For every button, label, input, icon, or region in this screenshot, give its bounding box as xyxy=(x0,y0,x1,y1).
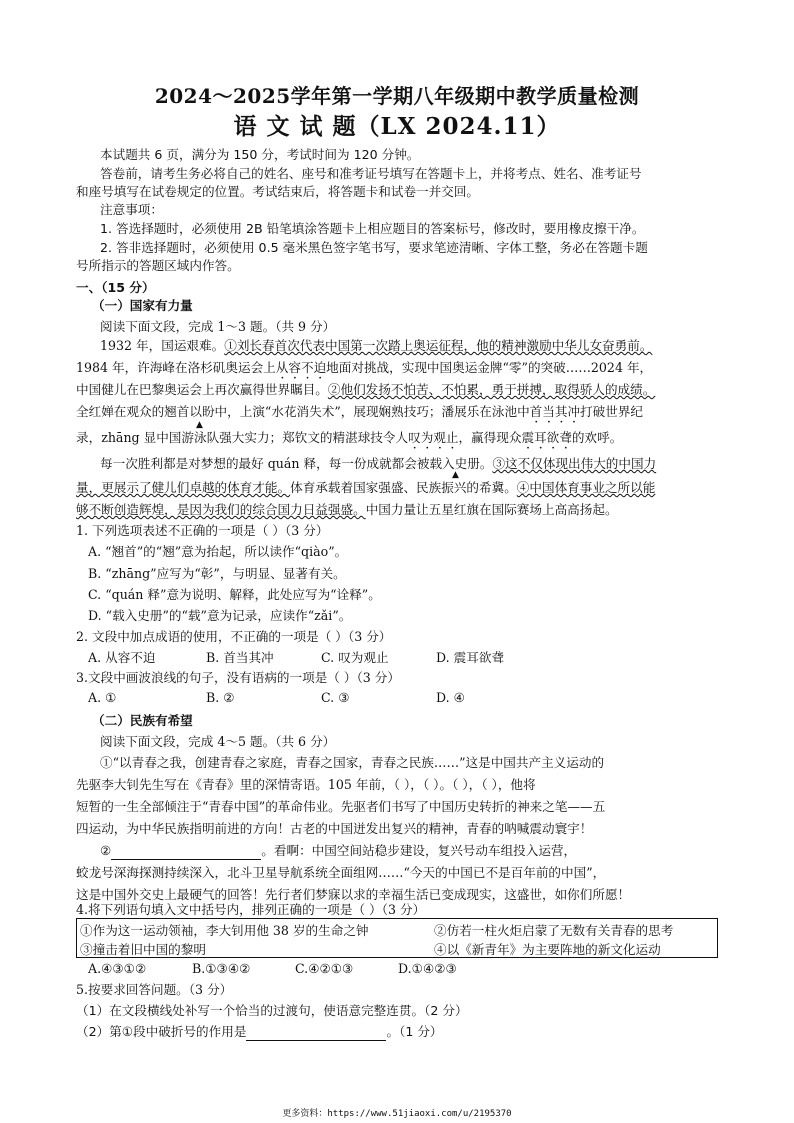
passage-line: 短暂的一生全部倾注于“青春中国”的革命伟业。先驱者们书写了中国历史转折的神来之笔——五 xyxy=(76,799,606,814)
q5-sub-question-2 xyxy=(76,1024,443,1041)
passage-line: 先驱李大钊先生写在《青春》里的深情寄语。105 年前，（ ），（ ）。（ ），（ ），他将 xyxy=(76,777,536,792)
passage-line xyxy=(76,430,622,452)
q5-sub-question-1: （1）在文段横线处补写一个恰当的过渡句，使语意完整连贯。（2 分） xyxy=(76,1003,468,1018)
passage-text: 每一次胜利都是对梦想的最好 quán 释，每一份成就都会被载入史册。 xyxy=(100,456,493,471)
q4-option-a[interactable]: A.④③①② xyxy=(88,961,147,976)
q2-option-d[interactable]: D. 震耳欲聋 xyxy=(436,650,505,665)
passage-text: 体育承载着国家强盛、民族振兴的希冀。 xyxy=(290,480,517,495)
passage-line xyxy=(100,338,652,354)
q4-option-d[interactable]: D.①④②③ xyxy=(398,961,457,976)
part1-title: （一）国家有力量 xyxy=(92,298,193,313)
passage-text: 。看啊：中国空间站稳步建设，复兴号动车组投入运营， xyxy=(261,843,577,858)
q4-option-b[interactable]: B.①③④② xyxy=(192,961,251,976)
passage-text: 中国力量让五星红旗在国际赛场上高高扬起。 xyxy=(365,502,618,517)
intro-line-1: 本试题共 6 页，满分为 150 分，考试时间为 120 分钟。 xyxy=(100,147,420,162)
passage-line xyxy=(100,456,656,472)
q1-option-c[interactable]: C. “quán 释”意为说明、解释，此处应写为“诠释”。 xyxy=(88,587,381,602)
answer-blank[interactable] xyxy=(246,1024,386,1041)
q5-sub-question-2-score: 。（1 分） xyxy=(386,1024,443,1039)
footer-link[interactable]: 更多资料：https://www.51jiaoxi.com/u/2195370 xyxy=(282,1109,512,1119)
q3-option-a[interactable]: A. ① xyxy=(88,690,117,705)
wavy-sentence-4-cont: 够不断创造辉煌，是因为我们的综合国力日益强盛。 xyxy=(76,502,366,517)
wavy-sentence-1: ①刘长春首次代表中国第一次踏上奥运征程，他的精神激励中华儿女奋勇前。 xyxy=(224,338,653,353)
part2-title: （二）民族有希望 xyxy=(92,713,193,728)
q2-option-c[interactable]: C. 叹为观止 xyxy=(321,650,389,665)
passage-line: 四运动，为中华民族指明前进的方向！古老的中国迸发出复兴的精神，青春的呐喊震动寰宇！ xyxy=(76,821,593,836)
passage-text: 打破世界纪 xyxy=(580,404,644,419)
notice-item-2-cont: 号所指示的答题区域内作答。 xyxy=(76,258,240,273)
section-heading: 一、（15 分） xyxy=(76,280,155,295)
question-1-stem: 1. 下列选项表述不正确的一项是（ ）（3 分） xyxy=(76,523,329,538)
dotted-idiom-4: 震耳欲聋 xyxy=(521,430,572,445)
part1-instruction: 阅读下面文段，完成 1～3 题。（共 9 分） xyxy=(100,319,336,334)
dotted-idiom-1: 从容不迫 xyxy=(275,360,327,375)
passage-text: 1932 年，国运艰难。 xyxy=(100,338,225,353)
q3-option-b[interactable]: B. ② xyxy=(206,690,235,705)
sentence-option-1: ①作为这一运动领袖，李大钊用他 38 岁的生命之钟 xyxy=(80,923,369,938)
passage-line: 蛟龙号深海探测持续深入，北斗卫星导航系统全面组网……“今天的中国已不是百年前的中国”， xyxy=(76,865,606,880)
sentence-option-3: ③撞击着旧中国的黎明 xyxy=(80,942,206,957)
question-3-stem: 3.文段中画波浪线的句子，没有语病的一项是（ ）（3 分） xyxy=(76,670,400,685)
q1-option-b[interactable]: B. “zhāng”应写为“彰”，与明显、显著有关。 xyxy=(88,566,346,581)
intro-line-3: 和座号填写在试卷规定的位置。考试结束后，将答题卡和试卷一并交回。 xyxy=(76,184,479,199)
passage-text: 地面对挑战，实现中国奥运金牌“零”的突破……2024 年， xyxy=(326,360,653,375)
emphasis-triangle-icon: ▲ xyxy=(196,420,203,430)
sentence-option-2: ②仿若一柱火炬启蒙了无数有关青春的思考 xyxy=(434,923,674,938)
passage-text: 录，zhāng 显中国游泳队强大实力；郑钦文的精湛球技令人 xyxy=(76,430,409,445)
q1-option-d[interactable]: D. “载入史册”的“载”意为记录，应读作“zǎi”。 xyxy=(88,608,352,623)
wavy-sentence-3: ③这不仅体现出伟大的中国力 xyxy=(492,456,657,471)
q4-option-c[interactable]: C.④②①③ xyxy=(295,961,354,976)
q3-option-c[interactable]: C. ③ xyxy=(321,690,350,705)
exam-title: 2024～2025学年第一学期八年级期中教学质量检测 xyxy=(154,84,640,108)
dotted-idiom-3: 叹为观止 xyxy=(408,430,459,445)
dotted-idiom-2: 首当其冲 xyxy=(529,404,581,419)
q2-option-a[interactable]: A. 从容不迫 xyxy=(88,650,156,665)
question-4-stem: 4.将下列语句填入文中括号内，排列正确的一项是（ ）（3 分） xyxy=(76,902,426,917)
part2-instruction: 阅读下面文段，完成 4～5 题。（共 6 分） xyxy=(100,734,336,749)
passage-line xyxy=(76,382,655,398)
q3-option-d[interactable]: D. ④ xyxy=(436,690,465,705)
wavy-sentence-2: ②他们发扬不怕苦、不怕累，勇于拼搏，取得骄人的成绩。 xyxy=(327,382,656,397)
notice-title: 注意事项： xyxy=(100,202,163,217)
passage-line xyxy=(76,502,618,518)
passage-line xyxy=(76,480,655,496)
passage-text: ，赢得现众 xyxy=(458,430,522,445)
passage-text: 的欢呼。 xyxy=(571,430,623,445)
wavy-sentence-4: ④中国体育事业之所以能 xyxy=(516,480,656,495)
q1-option-a[interactable]: A. “翘首”的“翘”意为抬起，所以读作“qiào”。 xyxy=(88,544,348,559)
passage-line: ①“以青春之我，创建青春之家庭，青春之国家，青春之民族……”这是中国共产主义运动的 xyxy=(100,755,605,770)
passage-text: 中国健儿在巴黎奥运会上再次赢得世界瞩目。 xyxy=(76,382,328,397)
sentence-option-4: ④以《新青年》为主要阵地的新文化运动 xyxy=(434,942,661,957)
notice-item-2: 2. 答非选择题时，必须使用 0.5 毫米黑色签字笔书写，要求笔迹清晰、字体工整，务必在答题卡题 xyxy=(100,240,648,255)
q2-option-b[interactable]: B. 首当其冲 xyxy=(206,650,274,665)
passage-line xyxy=(100,843,576,860)
passage-line: 这是中国外交史上最硬气的回答！先行者们梦寐以求的幸福生活已变成现实，这盛世，如你们所愿！ xyxy=(76,887,631,902)
exam-subtitle: 语 文 试 题（LX 2024.11） xyxy=(233,113,561,140)
transition-blank[interactable] xyxy=(111,843,261,860)
passage-line xyxy=(76,360,652,382)
intro-line-2: 答卷前，请考生务必将自己的姓名、座号和准考证号填写在答题卡上，并将考点、姓名、准考证号 xyxy=(100,166,642,181)
passage-text: ② xyxy=(100,843,112,858)
question-2-stem: 2. 文段中加点成语的使用，不正确的一项是（ ）（3 分） xyxy=(76,629,392,644)
notice-item-1: 1. 答选择题时，必须使用 2B 铅笔填涂答题卡上相应题目的答案标号，修改时，要用橡皮擦干净。 xyxy=(100,221,645,236)
passage-text: 1984 年，许海峰在洛杉矶奥运会上 xyxy=(76,360,276,375)
passage-text: 全红婵在观众的翘首以盼中，上演“水花消失术”，展现娴熟技巧；潘展乐在泳池中 xyxy=(76,404,530,419)
wavy-sentence-3-cont: 量，更展示了健儿们卓越的体育才能。 xyxy=(76,480,291,495)
q5-sub-question-2-text: （2）第①段中破折号的作用是 xyxy=(76,1024,247,1039)
question-5-stem: 5.按要求回答问题。（3 分） xyxy=(76,982,233,997)
emphasis-triangle-icon: ▲ xyxy=(452,470,459,480)
passage-line xyxy=(76,404,643,426)
